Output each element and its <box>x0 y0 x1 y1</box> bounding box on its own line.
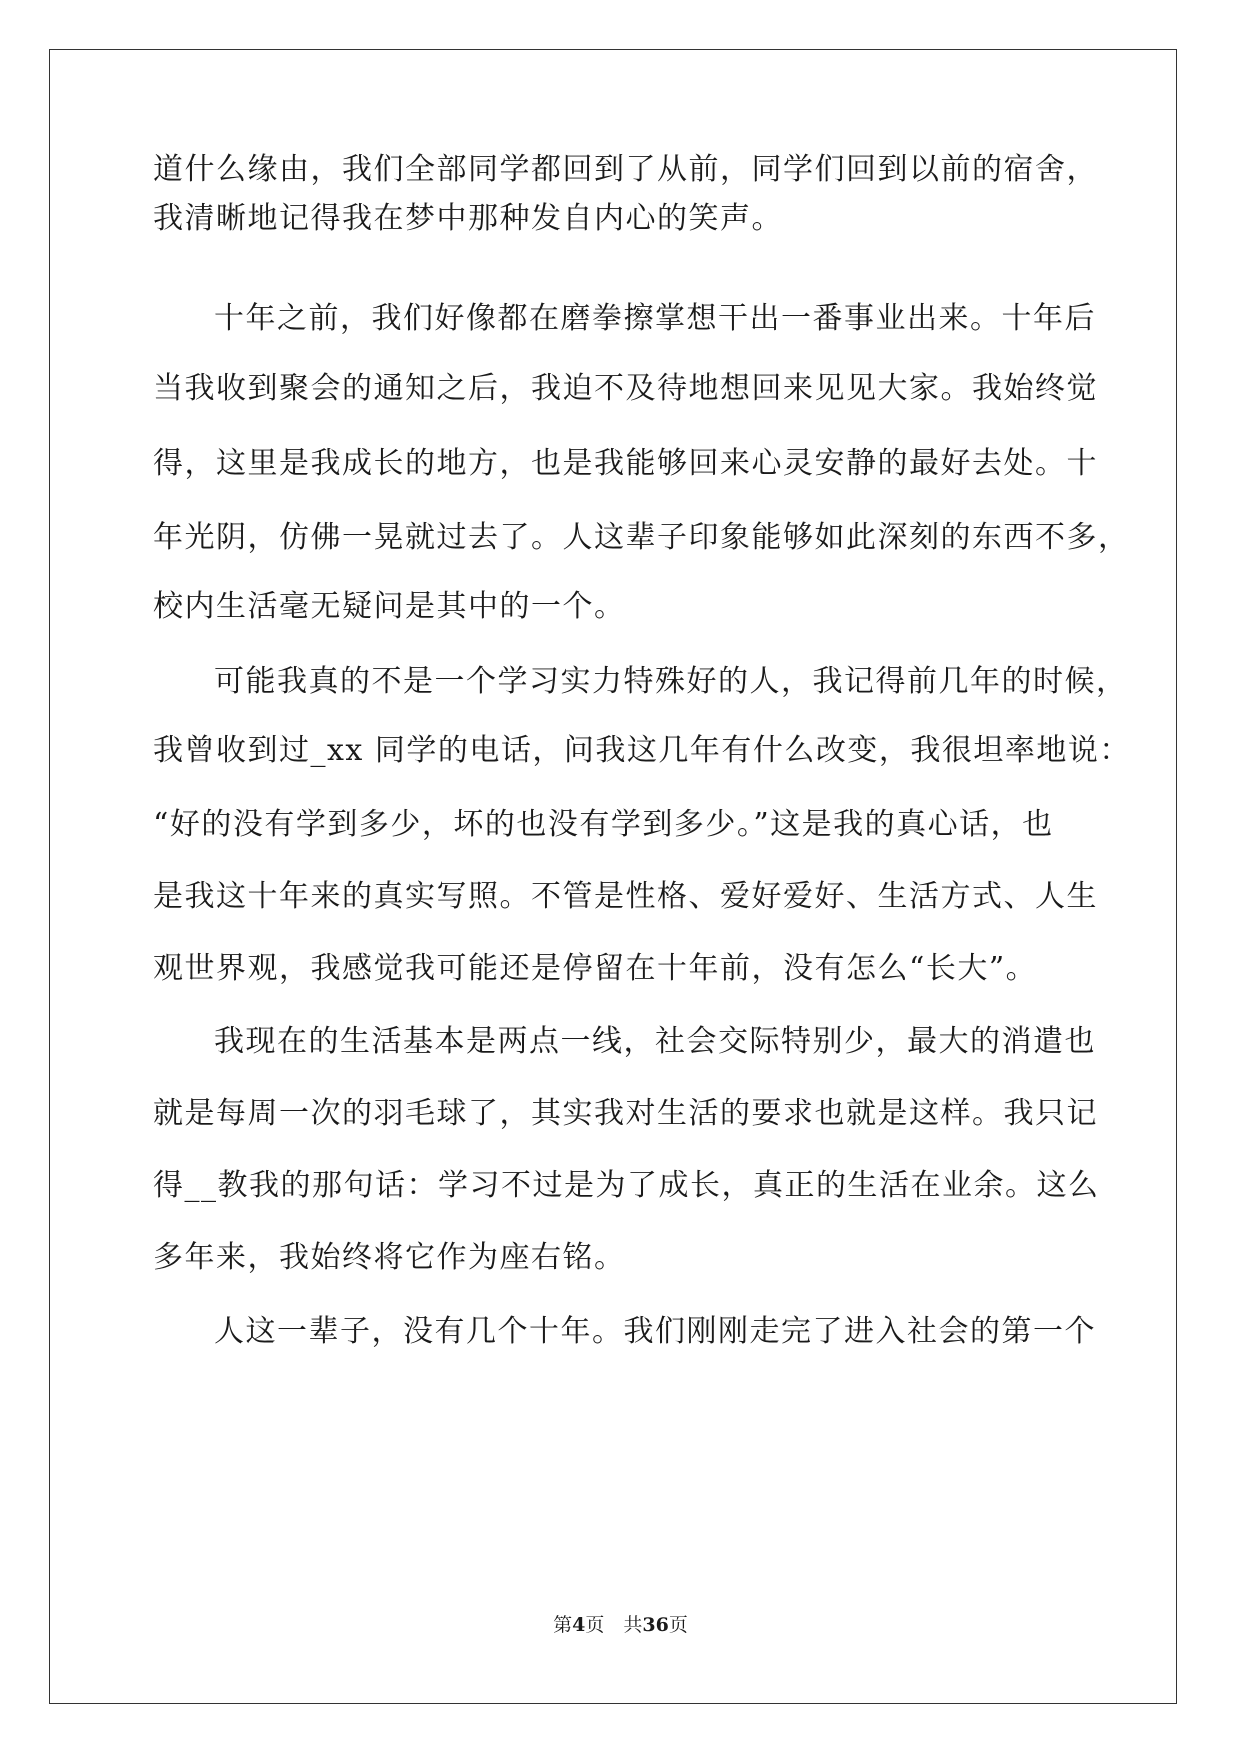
footer-prefix: 第 <box>553 1614 573 1636</box>
text-line: 观世界观，我感觉我可能还是停留在十年前，没有怎么“长大”。 <box>153 951 1038 986</box>
text-line: 是我这十年来的真实写照。不管是性格、爱好爱好、生活方式、人生 <box>153 879 1098 914</box>
text-line: 就是每周一次的羽毛球了，其实我对生活的要求也就是这样。我只记 <box>153 1096 1098 1131</box>
page-footer <box>0 1613 1241 1637</box>
footer-suffix: 页 <box>668 1614 688 1636</box>
text-line: 当我收到聚会的通知之后，我迫不及待地想回来见见大家。我始终觉 <box>153 371 1098 406</box>
text-line: “好的没有学到多少，坏的也没有学到多少。”这是我的真心话，也 <box>153 807 1054 842</box>
paragraph-start-line: 我现在的生活基本是两点一线，社会交际特别少，最大的消遣也 <box>214 1024 1096 1059</box>
text-line: 年光阴，仿佛一晃就过去了。人这辈子印象能够如此深刻的东西不多， <box>153 520 1130 555</box>
total-page-count: 36 <box>642 1614 669 1636</box>
text-line: 我清晰地记得我在梦中那种发自内心的笑声。 <box>153 201 783 236</box>
text-line: 多年来，我始终将它作为座右铭。 <box>153 1240 626 1275</box>
paragraph-start-line: 人这一辈子，没有几个十年。我们刚刚走完了进入社会的第一个 <box>214 1314 1096 1349</box>
footer-middle: 页 共 <box>585 1614 643 1636</box>
text-line: 我曾收到过_xx 同学的电话，问我这几年有什么改变，我很坦率地说： <box>153 733 1131 768</box>
current-page-number: 4 <box>572 1614 586 1636</box>
text-line: 校内生活毫无疑问是其中的一个。 <box>153 589 626 624</box>
paragraph-start-line: 十年之前，我们好像都在磨拳擦掌想干出一番事业出来。十年后 <box>214 301 1096 336</box>
text-line: 道什么缘由，我们全部同学都回到了从前，同学们回到以前的宿舍， <box>153 152 1098 187</box>
text-line: 得，这里是我成长的地方，也是我能够回来心灵安静的最好去处。十 <box>153 446 1098 481</box>
paragraph-start-line: 可能我真的不是一个学习实力特殊好的人，我记得前几年的时候， <box>214 664 1128 699</box>
text-line: 得__教我的那句话：学习不过是为了成长，真正的生活在业余。这么 <box>153 1168 1100 1203</box>
